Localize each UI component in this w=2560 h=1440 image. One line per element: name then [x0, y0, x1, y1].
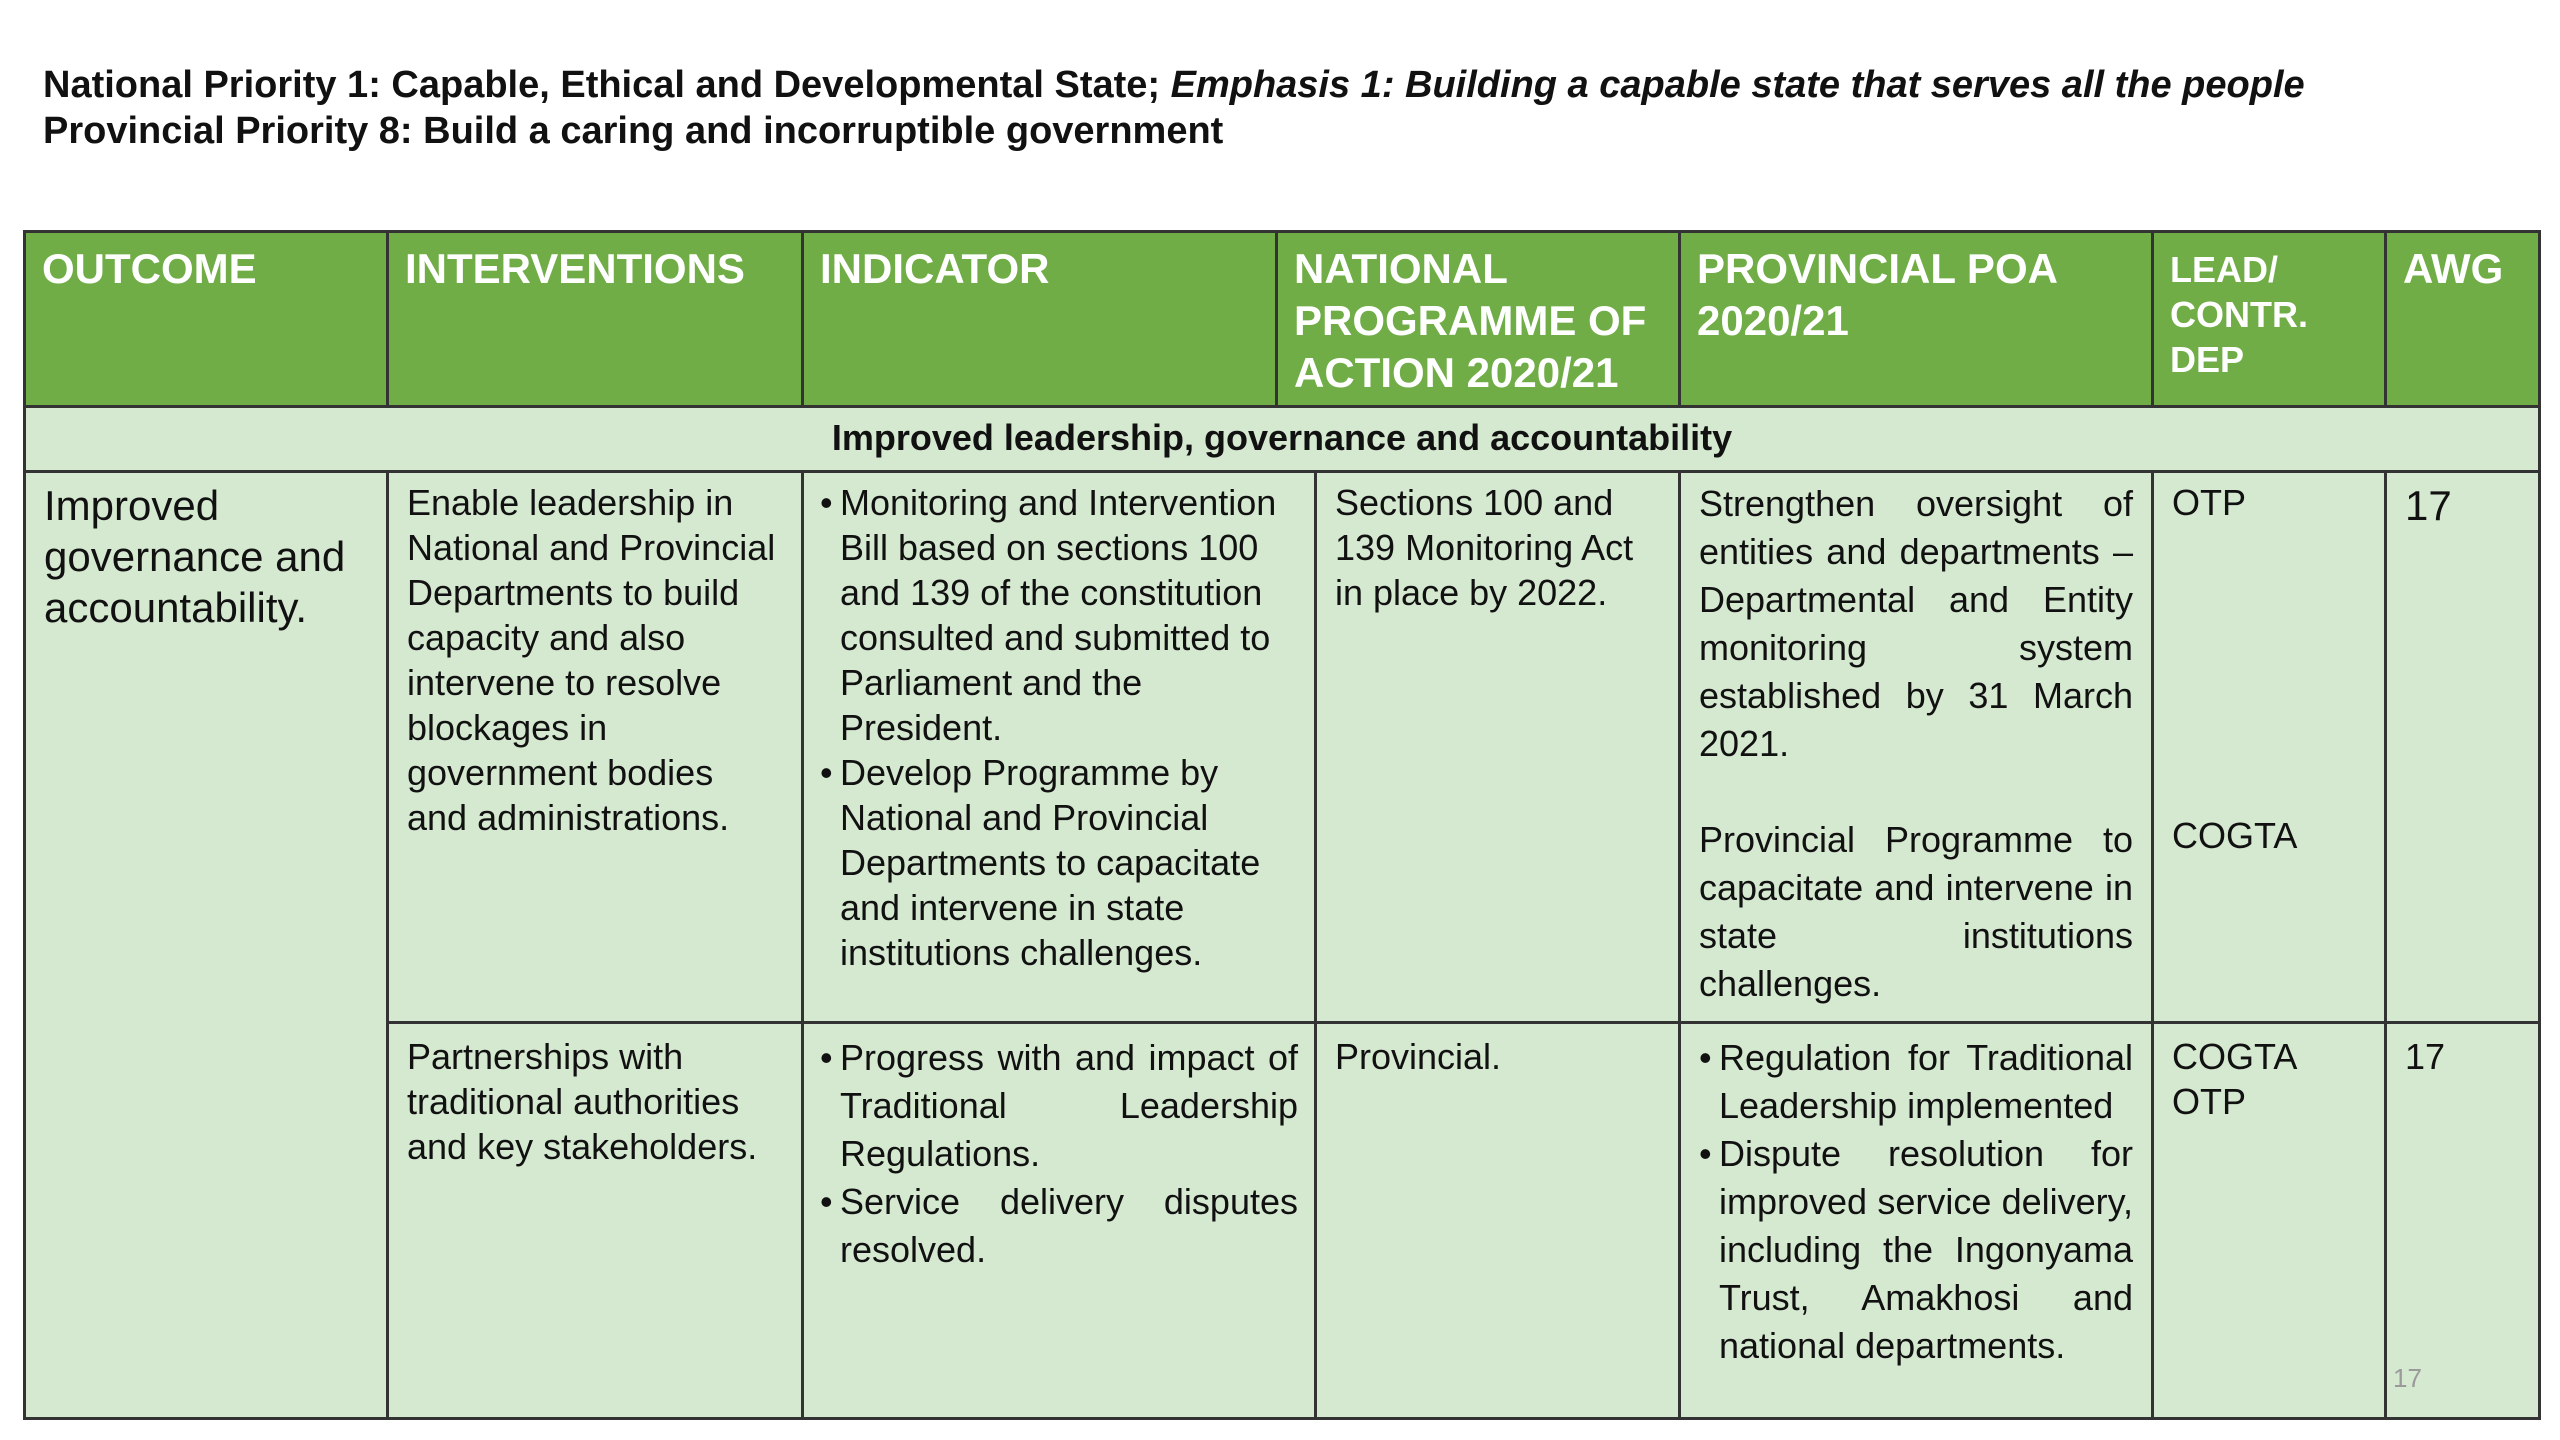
grid-line — [1314, 470, 1317, 1417]
col-header-lead-dep: LEAD/ CONTR. DEP — [2170, 249, 2308, 380]
provincial-poa-item: Strengthen oversight of entities and departments – Departmental and Entity monitoring system established by 31 March 2021. — [1699, 483, 2133, 764]
national-poa-cell: Provincial. — [1335, 1036, 1502, 1077]
section-title: Improved leadership, governance and accountability — [831, 417, 1733, 458]
national-poa-cell: Sections 100 and 139 Monitoring Act in place by 2022. — [1335, 482, 1634, 613]
col-header-provincial-poa: PROVINCIAL POA 2020/21 — [1697, 245, 2057, 344]
provincial-priority-line: Provincial Priority 8: Build a caring and incorruptible government — [43, 110, 1224, 152]
grid-line — [1678, 233, 1681, 405]
priority-table — [23, 230, 2541, 1420]
table-header-row — [26, 233, 2538, 405]
provincial-poa-item: Provincial Programme to capacitate and intervene in state institutions challenges. — [1699, 819, 2133, 1004]
grid-line — [1678, 470, 1681, 1417]
grid-line — [2384, 233, 2387, 405]
grid-line — [26, 470, 2538, 473]
col-header-awg: AWG — [2403, 245, 2504, 292]
indicator-cell — [804, 470, 1314, 985]
grid-line — [1275, 233, 1278, 405]
awg-cell: 17 — [2405, 482, 2452, 529]
grid-line — [2384, 470, 2387, 1417]
grid-line — [2151, 233, 2154, 405]
grid-line — [26, 405, 2538, 408]
awg-cell: 17 — [2405, 1036, 2446, 1077]
lead-dep-cell — [2154, 1024, 2384, 1134]
grid-line — [389, 1021, 2538, 1024]
intervention-cell: Partnerships with traditional authorities and key stakeholders. — [407, 1036, 758, 1167]
col-header-outcome: OUTCOME — [42, 245, 257, 292]
lead-dep-cell — [2154, 470, 2384, 868]
national-priority-text: National Priority 1: Capable, Ethical and Developmental State; — [43, 64, 1171, 106]
col-header-interventions: INTERVENTIONS — [405, 245, 745, 292]
lead-dep-item: COGTA — [2172, 1036, 2298, 1077]
grid-line — [801, 233, 804, 405]
lead-dep-item: COGTA — [2172, 815, 2298, 856]
provincial-poa-item: • Dispute resolution for improved service delivery, including the Ingonyama Trust, Amakhosi and national departments. — [1699, 1130, 2133, 1370]
outcome-cell: Improved governance and accountability. — [44, 482, 346, 631]
emphasis-text: Emphasis 1: Building a capable state that serves all the people — [1170, 64, 2305, 106]
intervention-cell: Enable leadership in National and Provincial Departments to build capacity and also intervene to resolve blockages in government bodies and administrations. — [407, 482, 776, 838]
page-number: 17 — [2393, 1363, 2422, 1393]
grid-line — [801, 470, 804, 1417]
grid-line — [386, 233, 389, 405]
lead-dep-item: OTP — [2172, 482, 2247, 523]
indicator-cell — [804, 1024, 1314, 1284]
provincial-poa-cell — [1681, 470, 2151, 1018]
indicator-item: • Develop Programme by National and Provincial Departments to capacitate and intervene in state institutions challenges. — [820, 750, 1298, 975]
lead-dep-item: OTP — [2172, 1081, 2247, 1122]
indicator-item: • Progress with and impact of Traditional Leadership Regulations. — [820, 1034, 1298, 1178]
provincial-poa-item: • Regulation for Traditional Leadership implemented — [1699, 1034, 2133, 1130]
col-header-national-poa: NATIONAL PROGRAMME OF ACTION 2020/21 — [1294, 245, 1647, 396]
grid-line — [2151, 470, 2154, 1417]
grid-line — [386, 470, 389, 1417]
page-header — [43, 62, 2523, 154]
indicator-item: • Monitoring and Intervention Bill based on sections 100 and 139 of the constitution consulted and submitted to Parliament and the President. — [820, 480, 1298, 750]
provincial-poa-cell — [1681, 1024, 2151, 1380]
indicator-item: • Service delivery disputes resolved. — [820, 1178, 1298, 1274]
col-header-indicator: INDICATOR — [820, 245, 1050, 292]
national-priority-line — [43, 62, 2523, 108]
